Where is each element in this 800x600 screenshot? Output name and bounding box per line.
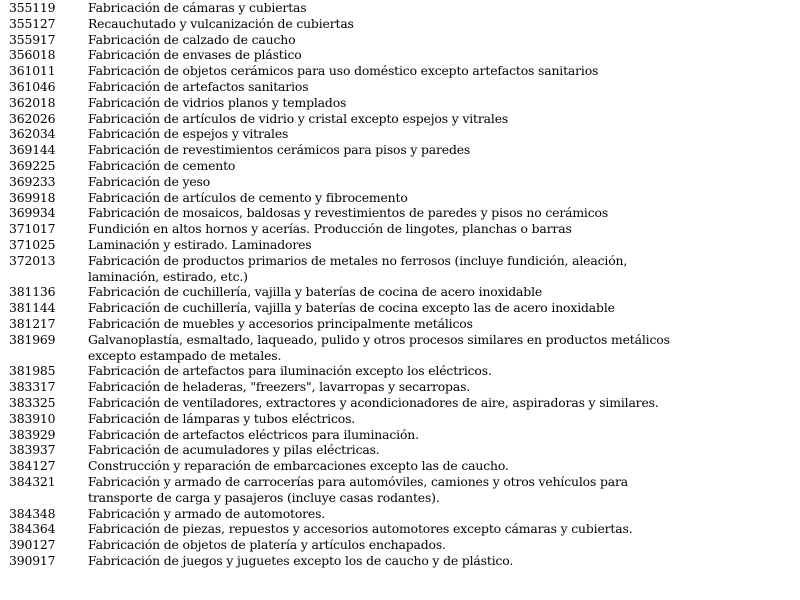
list-item (9, 16, 789, 32)
activity-description: Construcción y reparación de embarcaciones excepto las de caucho. (88, 458, 509, 474)
list-item (9, 79, 789, 95)
activity-description: Fabricación y armado de carrocerías para automóviles, camiones y otros vehículos para transporte de carga y pasajeros (incluye casas rodantes). (88, 473, 629, 505)
list-item (9, 174, 789, 190)
list-item (9, 63, 789, 79)
list-item (9, 537, 789, 553)
activity-description: Fabricación de muebles y accesorios principalmente metálicos (88, 315, 473, 331)
list-item (9, 0, 789, 16)
activity-description: Fabricación de artículos de vidrio y cristal excepto espejos y vitrales (88, 110, 509, 126)
list-item (9, 506, 789, 522)
activity-description: Fundición en altos hornos y acerías. Producción de lingotes, planchas o barras (88, 221, 572, 237)
activity-description: Fabricación de piezas, repuestos y accesorios automotores excepto cámaras y cubiertas. (88, 521, 633, 537)
list-item (9, 142, 789, 158)
activity-code: 355119 (9, 0, 56, 15)
activity-description: Fabricación de productos primarios de metales no ferrosos (incluye fundición, aleación, laminación, estirado, etc.) (88, 252, 628, 284)
activity-code: 369233 (9, 173, 56, 189)
activity-code: 383929 (9, 426, 56, 442)
activity-code: 362034 (9, 126, 56, 142)
activity-code: 383317 (9, 379, 56, 395)
activity-description: Fabricación de objetos cerámicos para uso doméstico excepto artefactos sanitarios (88, 63, 599, 79)
activity-code: 384127 (9, 458, 56, 474)
activity-code: 384364 (9, 521, 56, 537)
activity-code: 381217 (9, 315, 56, 331)
list-item (9, 32, 789, 48)
activity-description: Galvanoplastía, esmaltado, laqueado, pulido y otros procesos similares en productos metálicos excepto estampado de metales. (88, 331, 670, 363)
activity-code: 383325 (9, 394, 56, 410)
activity-code: 362026 (9, 110, 56, 126)
activity-code: 361011 (9, 63, 56, 79)
activity-description: Laminación y estirado. Laminadores (88, 236, 312, 252)
list-item (9, 442, 789, 458)
activity-code: 390917 (9, 552, 56, 568)
activity-code: 384321 (9, 473, 56, 489)
list-item (9, 395, 789, 411)
list-item (9, 332, 789, 364)
list-item (9, 205, 789, 221)
activity-code: 355127 (9, 15, 56, 31)
activity-description: Fabricación de artículos de cemento y fibrocemento (88, 189, 408, 205)
activity-code: 355917 (9, 31, 56, 47)
list-item (9, 158, 789, 174)
activity-code: 381144 (9, 300, 56, 316)
list-item (9, 190, 789, 206)
activity-description: Fabricación de yeso (88, 173, 211, 189)
activity-description: Fabricación de revestimientos cerámicos para pisos y paredes (88, 142, 471, 158)
activity-code: 384348 (9, 505, 56, 521)
activity-description: Fabricación de ventiladores, extractores y acondicionadores de aire, aspiradoras y similares. (88, 394, 659, 410)
list-item (9, 521, 789, 537)
activity-description: Fabricación de lámparas y tubos eléctricos. (88, 410, 356, 426)
activity-code: 371017 (9, 221, 56, 237)
activity-code: 361046 (9, 78, 56, 94)
list-item (9, 427, 789, 443)
activity-description: Fabricación de artefactos sanitarios (88, 78, 309, 94)
list-item (9, 316, 789, 332)
activity-code: 369144 (9, 142, 56, 158)
activity-description: Fabricación de acumuladores y pilas eléctricas. (88, 442, 380, 458)
activity-description: Fabricación de espejos y vitrales (88, 126, 289, 142)
activity-description: Fabricación de vidrios planos y templados (88, 94, 347, 110)
activity-code: 362018 (9, 94, 56, 110)
activity-code: 383910 (9, 410, 56, 426)
activity-code: 381969 (9, 331, 56, 347)
list-item (9, 553, 789, 569)
list-item (9, 253, 789, 285)
list-item (9, 300, 789, 316)
activity-description: Fabricación de artefactos eléctricos para iluminación. (88, 426, 419, 442)
activity-description: Fabricación de objetos de platería y artículos enchapados. (88, 537, 446, 553)
activity-description: Fabricación de cuchillería, vajilla y baterías de cocina de acero inoxidable (88, 284, 543, 300)
activity-code: 369918 (9, 189, 56, 205)
list-item (9, 237, 789, 253)
list-item (9, 284, 789, 300)
activity-description: Recauchutado y vulcanización de cubiertas (88, 15, 354, 31)
list-item (9, 411, 789, 427)
activity-code: 356018 (9, 47, 56, 63)
list-item (9, 126, 789, 142)
list-item (9, 221, 789, 237)
list-item (9, 95, 789, 111)
activity-description: Fabricación de cámaras y cubiertas (88, 0, 307, 15)
activity-code-list (9, 0, 789, 569)
activity-code: 371025 (9, 236, 56, 252)
list-item (9, 379, 789, 395)
list-item (9, 363, 789, 379)
activity-description: Fabricación de cemento (88, 157, 236, 173)
list-item (9, 474, 789, 506)
activity-code: 369225 (9, 157, 56, 173)
activity-code: 381136 (9, 284, 56, 300)
activity-description: Fabricación de envases de plástico (88, 47, 302, 63)
activity-description: Fabricación de heladeras, "freezers", lavarropas y secarropas. (88, 379, 471, 395)
activity-code: 372013 (9, 252, 56, 268)
list-item (9, 111, 789, 127)
activity-code: 390127 (9, 537, 56, 553)
activity-description: Fabricación de cuchillería, vajilla y baterías de cocina excepto las de acero inoxidable (88, 300, 615, 316)
activity-description: Fabricación de calzado de caucho (88, 31, 296, 47)
activity-description: Fabricación de mosaicos, baldosas y revestimientos de paredes y pisos no cerámicos (88, 205, 609, 221)
activity-description: Fabricación de artefactos para iluminación excepto los eléctricos. (88, 363, 492, 379)
activity-description: Fabricación de juegos y juguetes excepto los de caucho y de plástico. (88, 552, 514, 568)
activity-code: 383937 (9, 442, 56, 458)
list-item (9, 458, 789, 474)
activity-code: 369934 (9, 205, 56, 221)
activity-description: Fabricación y armado de automotores. (88, 505, 326, 521)
activity-code: 381985 (9, 363, 56, 379)
list-item (9, 47, 789, 63)
